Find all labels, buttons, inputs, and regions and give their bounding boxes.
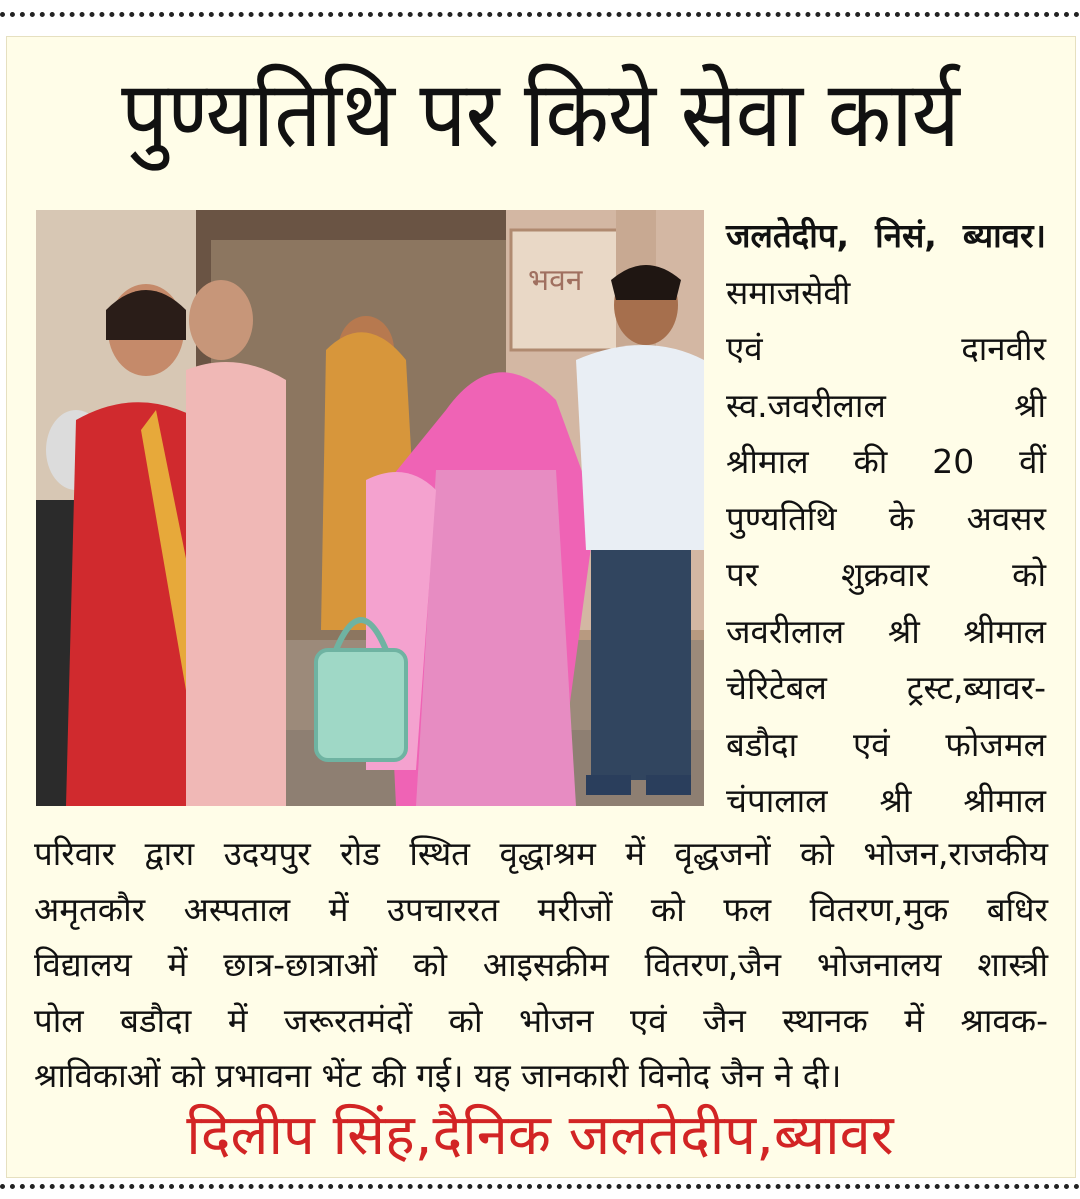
mint-bag <box>316 650 406 760</box>
side-line: एवं दानवीर <box>726 329 1046 368</box>
top-dotted-border <box>0 12 1080 17</box>
body-text <box>34 826 1048 1104</box>
side-line: पुण्यतिथि के अवसर <box>726 498 1046 538</box>
body-line: श्राविकाओं को प्रभावना भेंट की गई। यह जानकारी विनोद जैन ने दी। <box>34 1056 842 1095</box>
side-line: बडौदा एवं फोजमल <box>726 724 1046 764</box>
bottom-dotted-border <box>0 1184 1080 1189</box>
side-line: स्व.जवरीलाल श्री <box>726 385 1046 425</box>
body-line: विद्यालय में छात्र-छात्राओं को आइसक्रीम वितरण,जैन भोजनालय शास्त्री <box>34 945 1048 984</box>
body-line: पोल बडौदा में जरूरतमंदों को भोजन एवं जैन स्थानक में श्रावक- <box>34 1000 1048 1040</box>
man-white-polo <box>576 345 704 550</box>
body-line: अमृतकौर अस्पताल में उपचाररत मरीजों को फल वितरण,मुक बधिर <box>34 889 1048 929</box>
side-line: जवरीलाल श्री श्रीमाल <box>726 611 1046 651</box>
body-line: परिवार द्वारा उदयपुर रोड स्थित वृद्धाश्रम में वृद्धजनों को भोजन,राजकीय <box>34 834 1048 873</box>
side-line: समाजसेवी <box>726 272 851 312</box>
man-jeans <box>591 550 691 780</box>
side-line: श्रीमाल की 20 वीं <box>726 442 1046 481</box>
reporter-signoff: दिलीप सिंह,दैनिक जलतेदीप,ब्यावर <box>186 1103 894 1168</box>
news-photo <box>36 210 704 806</box>
dateline-line-1 <box>726 208 1046 265</box>
side-column-text <box>726 208 1046 830</box>
headline: पुण्यतिथि पर किये सेवा कार्य <box>121 61 959 168</box>
wall-sign-text: भवन <box>528 263 583 298</box>
side-line: पर शुक्रवार को <box>726 555 1046 594</box>
side-line: चेरिटेबल ट्रस्ट,ब्यावर- <box>726 668 1046 707</box>
side-line: चंपालाल श्री श्रीमाल <box>726 781 1046 820</box>
woman-pink-dress <box>186 362 286 806</box>
dateline: जलतेदीप, निसं, ब्यावर। <box>726 216 1046 255</box>
